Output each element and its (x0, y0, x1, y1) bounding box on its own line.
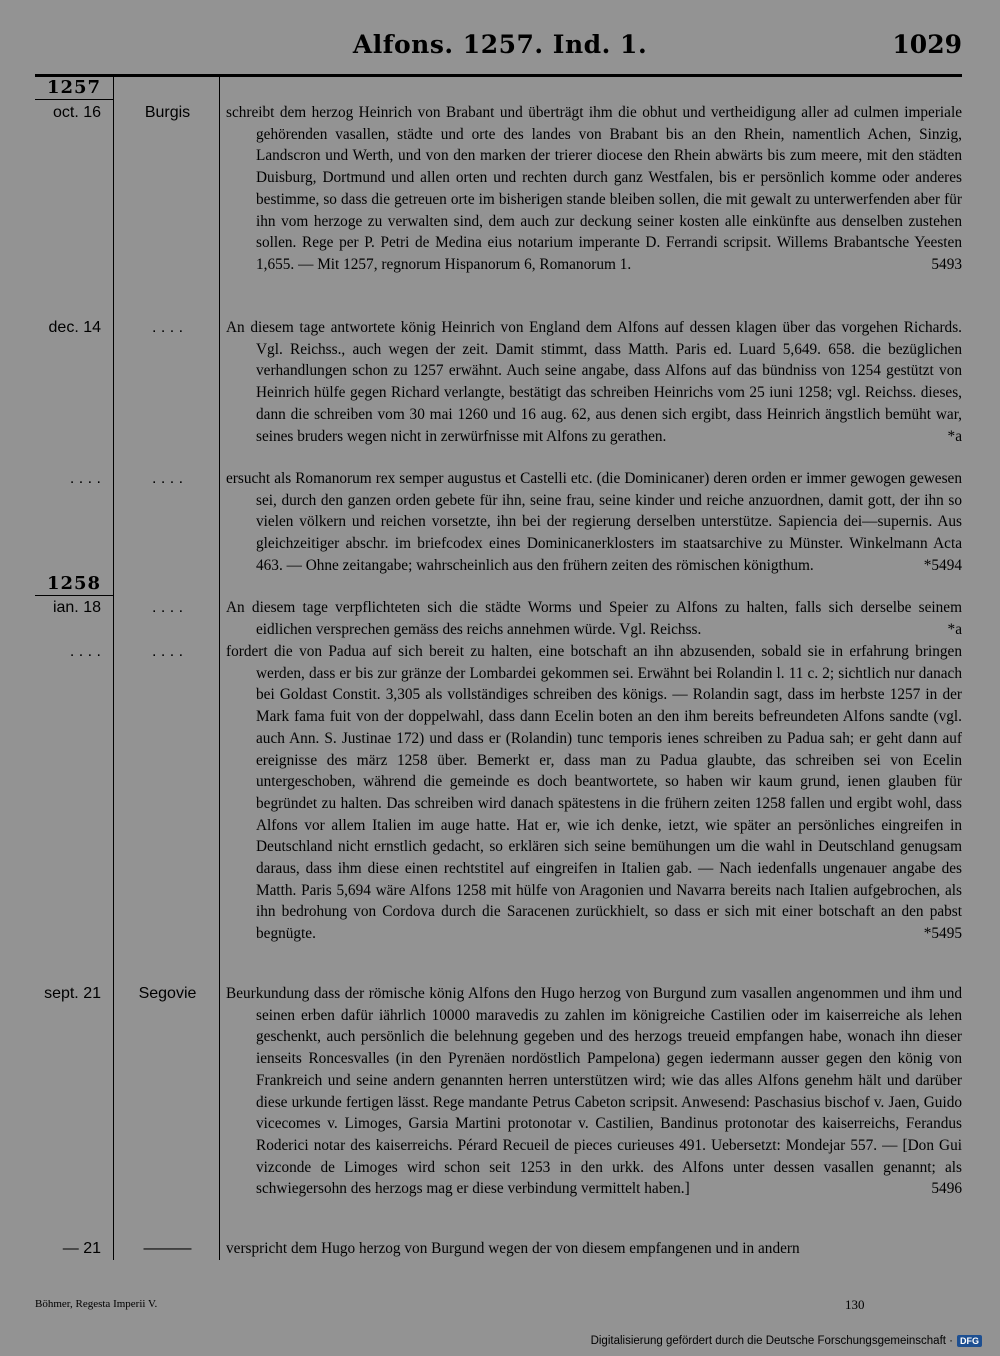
footer-source: Böhmer, Regesta Imperii V. (35, 1298, 158, 1310)
entry-date: . . . . (69, 470, 101, 487)
entry-place: . . . . (151, 643, 184, 660)
column-divider-place (219, 76, 220, 1260)
entry-place: . . . . (151, 599, 184, 616)
year-marker: 1258 (46, 573, 102, 594)
entry-text: An diesem tage verpflichteten sich die städte Worms und Speier zu Alfons zu halten, falls sich derselbe seinem eidlichen versprechen gemäss des reichs annehmen würde. Vgl. Reichss. *a (226, 597, 962, 640)
entry-date: — 21 (62, 1240, 101, 1257)
entry-date: sept. 21 (44, 985, 101, 1002)
dfg-credit[interactable] (591, 1335, 982, 1347)
entry-text: verspricht dem Hugo herzog von Burgund wegen der von diesem empfangenen und in andern (226, 1240, 800, 1257)
entry-number: 5496 (931, 1180, 962, 1198)
entry-date: dec. 14 (48, 319, 101, 336)
entry-text: schreibt dem herzog Heinrich von Brabant und überträgt ihm die obhut und vertheidigung aller ad culmen imperiale gehörenden vasallen, städte und orte des landes von Brabant bis an den Rhein, namentlich Achen, Sinzig, Landscron und Werth, und von den marken der trierer diocese den Rhein abwärts bis zum meere, mit den städten Duisburg, Dortmund und allen orten und rechten durch ganz Westfalen, bis er persönlich komme oder anderes bestimme, so dass die getreuen orte im bisherigen stande bleiben sollen, die mit gewalt zu unterwerfenden aber für ihn vom herzoge zu verwalten sind, dem auch zur deckung seiner kosten alle einkünfte aus denselben zustehen sollen. Rege per P. Petri de Medina eius notarium imperante D. Ferrandi scripsit. Willems Brabantsche Yeesten 1,655. — Mit 1257, regnorum Hispanorum 6, Romanorum 1. 5493 (226, 102, 962, 276)
page-number: 1029 (892, 30, 962, 59)
entry-place: ——— (143, 1240, 192, 1257)
entry-number: 5493 (931, 255, 962, 273)
entry-text: Beurkundung dass der römische könig Alfons den Hugo herzog von Burgund zum vasallen angenommen und ihm und seinen erben dafür iährlich 10000 maravedis zu zahlen im königreiche Castilien oder im kaiserreiche als lehen geschenkt, auch persönlich die belehnung gegeben und des herzogs treueid empfangen habe, wonach ihn dieser ienseits Roncesvalles (in den Pyrenäen nordöstlich Pampelona) gegen iedermann ausser gegen den könig von Frankreich und seine andern genannten herren unterstützen wird; wie das alles Alfons genehm hält und darüber diese urkunde fertigen lässt. Rege mandante Petrus Cabeton scripsit. Anwesend: Paschasius bischof v. Jaen, Guido vicecomes v. Limoges, Garsia Martini protonotar v. Castilien, Bandinus protonotar des kaiserreichs, Ferandus Roderici notar des kaiserreichs. Pérard Recueil de pieces curieuses 491. Uebersetzt: Mondejar 557. — [Don Gui vizconde de Limoges wird schon seit 1253 in den urkk. des Alfons unter dessen vasallen genannt; als schwiegersohn des herzogs mag er diese verbindung vermittelt haben.] 5496 (226, 983, 962, 1200)
entry-number: *a (947, 427, 962, 445)
entry-date: oct. 16 (52, 104, 101, 121)
entry-text: An diesem tage antwortete könig Heinrich von England dem Alfons auf dessen klagen über das vorgehen Richards. Vgl. Reichss., auch wegen der zeit. Damit stimmt, dass Matth. Paris ed. Luard 5,649. 658. die bezüglichen verhandlungen schon zu 1257 erwähnt. Auch seine angabe, dass Alfons auf das bündniss von 1254 gestützt von Heinrich hülfe gegen Richard verlangte, bestätigt das schreiben Heinrichs vom 25 iuni 1258; vgl. Reichss. dieses, dann die schreiben vom 30 mai 1260 und 16 aug. 62, aus denen sich ergibt, dass Heinrich ängstlich bemüht war, seines bruders wegen nicht in zerwürfnisse mit Alfons zu gerathen. *a (226, 317, 962, 447)
year-rule (35, 595, 113, 596)
page-title: Alfons. 1257. Ind. 1. (352, 30, 648, 59)
entry-date: ian. 18 (52, 599, 101, 616)
entry-place: Burgis (144, 104, 191, 121)
header-rule (35, 74, 962, 77)
column-divider-date (113, 76, 114, 1260)
entry-place: . . . . (151, 470, 184, 487)
entry-text: ersucht als Romanorum rex semper augustus et Castelli etc. (die Dominicaner) deren orden er immer gewogen gewesen sei, durch den ganzen orden gebete für ihn, seine frau, seine kinder und reiche anzuordnen, damit gott, der ihn so vielen völkern und reichen vorsetzte, ihn bei der regierung derselben unterstütze. Sapiencia dei—supernis. Aus gleichzeitiger abschr. im briefcodex eines Dominicanerklosters im staatsarchive zu Münster. Winkelmann Acta 463. — Ohne zeitangabe; wahrscheinlich aus den frühern zeiten des römischen königthum. *5494 (226, 468, 962, 577)
entry-number: *a (947, 620, 962, 638)
entry-date: . . . . (69, 643, 101, 660)
entry-number: *5494 (923, 556, 962, 574)
year-marker: 1257 (46, 77, 102, 98)
year-rule (35, 99, 113, 100)
entry-place: Segovie (138, 985, 197, 1002)
entry-number: *5495 (923, 925, 962, 943)
footer-page-mark: 130 (845, 1297, 865, 1312)
entry-place: . . . . (151, 319, 184, 336)
dfg-logo-icon: DFG (957, 1335, 982, 1347)
dfg-credit-text: Digitalisierung gefördert durch die Deutsche Forschungsgemeinschaft · (590, 1335, 953, 1347)
entry-text: fordert die von Padua auf sich bereit zu halten, eine botschaft an ihn abzusenden, sobald sie in erfahrung bringen werden, dass er bis zur gränze der Lombardei gekommen sei. Erwähnt bei Rolandin l. 11 c. 2; sichtlich nur danach bei Goldast Constit. 3,305 als vollständiges schreiben des königs. — Rolandin sagt, dass im herbste 1257 in der Mark fama fuit von der doppelwahl, dass dann Ecelin boten an den ihm bereits befreundeten Alfons sandte (vgl. auch Ann. S. Justinae 172) und dass er (Rolandin) tunc temporis ienes schreiben zu Padua sah; er geht dann auf ereignisse des märz 1258 über. Bemerkt er, dass man zu Padua glaubte, das schreiben sei von Ecelin untergeschoben, während die gemeinde es doch beantwortete, so haben wir kaum grund, ienen glauben für begründet zu halten. Das schreiben wird danach spätestens in die frühern zeiten 1258 fallen und ergibt wohl, dass Alfons vor allem Italien im auge hatte. Hat er, wie ich denke, ietzt, wie später an persönliches eingreifen in Deutschland nicht ernstlich gedacht, so erklären sich seine bemühungen um die wahl in Deutschland genugsam daraus, dass ihm diese einen rechtstitel auf eingreifen in Italien gab. — Nach iedenfalls ungenauer angabe des Matth. Paris 5,694 wäre Alfons 1258 mit hülfe von Aragonien und Navarra bereits nach Italien aufgebrochen, als ihn bedrohung von Cordova durch die Saracenen zurückhielt, so dass er sich mit einer botschaft an den pabst begnügte. *5495 (226, 641, 962, 945)
